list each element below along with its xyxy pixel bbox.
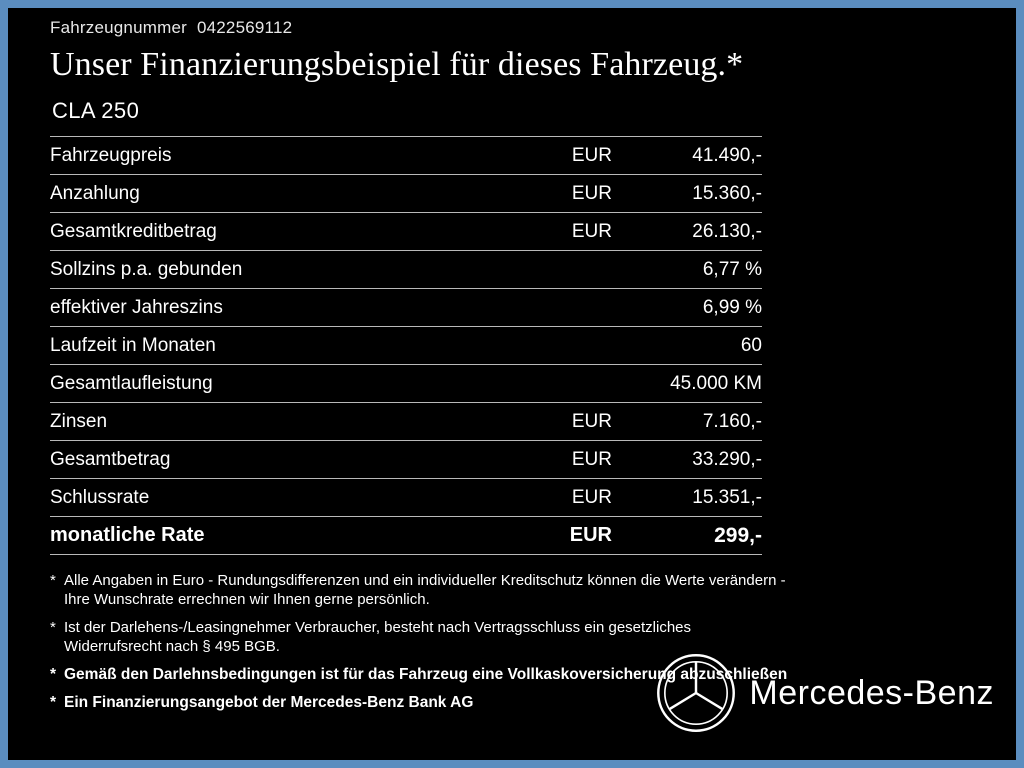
table-row <box>50 251 762 289</box>
row-label: monatliche Rate <box>50 517 542 555</box>
table-row <box>50 175 762 213</box>
row-currency <box>542 327 612 365</box>
row-value: 60 <box>612 327 762 365</box>
row-value: 45.000 KM <box>612 365 762 403</box>
brand-wordmark: Mercedes-Benz <box>749 673 994 712</box>
vehicle-model: CLA 250 <box>52 98 140 123</box>
page-title: Unser Finanzierungsbeispiel für dieses Fahrzeug.* <box>50 46 744 83</box>
row-label: Gesamtlaufleistung <box>50 365 542 403</box>
row-label: Schlussrate <box>50 479 542 517</box>
row-label: Gesamtkreditbetrag <box>50 213 542 251</box>
footnote-marker: * <box>50 619 56 636</box>
footnote-text: Gemäß den Darlehnsbedingungen ist für das Fahrzeug eine Vollkaskoversicherung abzuschließen <box>64 666 788 683</box>
footnote-text: Ist der Darlehens-/Leasingnehmer Verbraucher, besteht nach Vertragsschluss ein gesetzliches Widerrufsrecht nach § 495 BGB. <box>64 619 692 655</box>
vehicle-number-label: Fahrzeugnummer <box>50 18 187 37</box>
footnote-marker: * <box>50 572 56 589</box>
row-currency: EUR <box>542 479 612 517</box>
row-currency <box>542 365 612 403</box>
table-row <box>50 403 762 441</box>
table-row <box>50 289 762 327</box>
vehicle-number <box>50 18 986 38</box>
footnote <box>50 618 790 656</box>
footnote-marker: * <box>50 694 57 711</box>
footnote-marker: * <box>50 666 57 683</box>
row-label: Zinsen <box>50 403 542 441</box>
table-row <box>50 327 762 365</box>
row-label: Anzahlung <box>50 175 542 213</box>
table-row <box>50 213 762 251</box>
row-currency: EUR <box>542 213 612 251</box>
footnote-text: Alle Angaben in Euro - Rundungsdifferenzen und ein individueller Kreditschutz können die Werte verändern - Ihre Wunschrate errechnen wir Ihnen gerne persönlich. <box>64 572 786 608</box>
table-row <box>50 137 762 175</box>
row-value: 7.160,- <box>612 403 762 441</box>
row-currency: EUR <box>542 175 612 213</box>
row-value: 15.360,- <box>612 175 762 213</box>
vehicle-number-value: 0422569112 <box>196 18 293 37</box>
row-currency: EUR <box>542 441 612 479</box>
mercedes-benz-logo <box>655 652 994 734</box>
mercedes-star-icon <box>655 652 737 734</box>
row-label: Fahrzeugpreis <box>50 137 542 175</box>
table-row <box>50 517 762 555</box>
financing-table <box>50 136 762 555</box>
document-page <box>8 8 1016 760</box>
row-currency <box>542 289 612 327</box>
footnote-text: Ein Finanzierungsangebot der Mercedes-Benz Bank AG <box>64 694 474 711</box>
table-row <box>50 441 762 479</box>
row-value: 6,99 % <box>612 289 762 327</box>
row-value: 26.130,- <box>612 213 762 251</box>
footnote <box>50 571 790 609</box>
table-row <box>50 365 762 403</box>
row-currency: EUR <box>542 137 612 175</box>
row-value: 299,- <box>612 517 762 555</box>
row-label: Gesamtbetrag <box>50 441 542 479</box>
row-value: 6,77 % <box>612 251 762 289</box>
row-label: Laufzeit in Monaten <box>50 327 542 365</box>
row-value: 33.290,- <box>612 441 762 479</box>
row-currency: EUR <box>542 517 612 555</box>
row-value: 41.490,- <box>612 137 762 175</box>
row-value: 15.351,- <box>612 479 762 517</box>
row-currency: EUR <box>542 403 612 441</box>
row-label: Sollzins p.a. gebunden <box>50 251 542 289</box>
row-currency <box>542 251 612 289</box>
table-row <box>50 479 762 517</box>
row-label: effektiver Jahreszins <box>50 289 542 327</box>
